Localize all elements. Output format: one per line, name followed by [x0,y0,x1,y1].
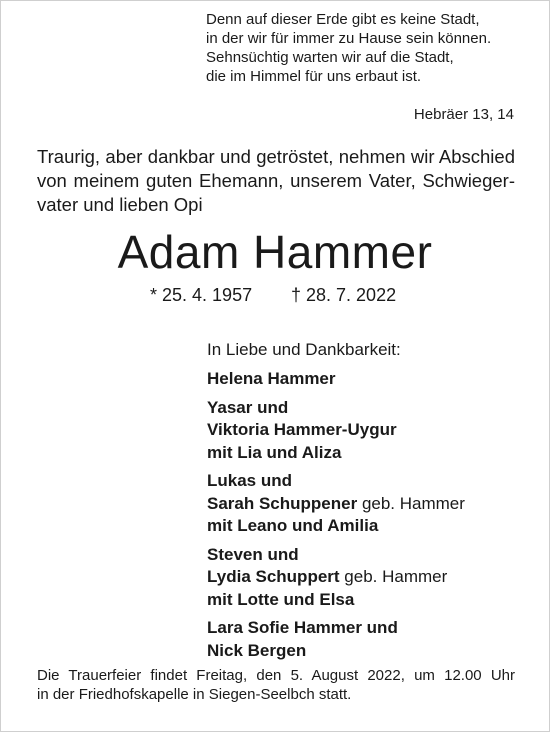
mourner-name: mit Lotte und Elsa [207,589,355,609]
mourner-name: Viktoria Hammer-Uygur [207,420,397,439]
mourner-name: Lara Sofie Hammer und [207,618,398,637]
mourner-line [207,470,527,493]
service-line: Die Trauerfeier findet Freitag, den 5. August 2022, um 12.00 Uhr [37,667,515,684]
mourner-name: Nick Bergen [207,640,307,660]
verse-line: Sehnsüchtig warten wir auf die Stadt, [206,49,454,66]
mourner-line [207,544,527,567]
intro-line: vater und lieben Opi [37,194,203,215]
birth-date: * 25. 4. 1957 [150,285,253,305]
mourner-line [207,640,527,663]
mourner-line [207,442,527,465]
bible-verse [206,10,506,86]
mourner-name: mit Leano und Amilia [207,516,379,535]
intro-line: von meinem guten Ehemann, unserem Vater, Schwieger- [37,170,515,191]
mourner-group [207,470,527,538]
verse-reference: Hebräer 13, 14 [413,106,514,123]
mourner-line [207,566,527,589]
mourner-name: Steven und [207,544,299,564]
intro-text [37,145,515,217]
mourner-line [207,515,527,538]
service-line: in der Friedhofskapelle in Siegen-Seelbch statt. [37,686,352,703]
mourner-name: Yasar und [207,397,289,417]
intro-line: Traurig, aber dankbar und getröstet, nehmen wir Abschied [37,146,515,167]
mourner-name: mit Lia und Aliza [207,442,342,462]
verse-line: die im Himmel für uns erbaut ist. [206,68,422,85]
mourner-name: Lukas und [207,471,293,490]
mourners-heading: In Liebe und Dankbarkeit: [207,340,401,359]
funeral-service-info [37,666,515,704]
mourner-group [207,617,527,662]
mourner-line [207,419,527,442]
death-date: † 28. 7. 2022 [291,285,397,305]
mourner-name: Sarah Schuppener [207,493,358,513]
verse-line: in der wir für immer zu Hause sein können. [206,30,492,47]
mourner-line [207,493,527,516]
mourner-line [207,617,527,640]
maiden-name-note: geb. Hammer [357,493,465,513]
mourner-line [207,397,527,420]
mourner-line [207,368,527,391]
verse-line: Denn auf dieser Erde gibt es keine Stadt, [206,11,480,28]
mourner-group [207,368,527,391]
maiden-name-note: geb. Hammer [339,567,448,586]
deceased-name: Adam Hammer [117,226,433,278]
mourner-group [207,397,527,465]
mourner-name: Helena Hammer [207,369,336,388]
mourner-name: Lydia Schuppert [207,567,340,586]
mourners-list [207,338,527,662]
mourner-line [207,589,527,612]
mourner-group [207,544,527,612]
